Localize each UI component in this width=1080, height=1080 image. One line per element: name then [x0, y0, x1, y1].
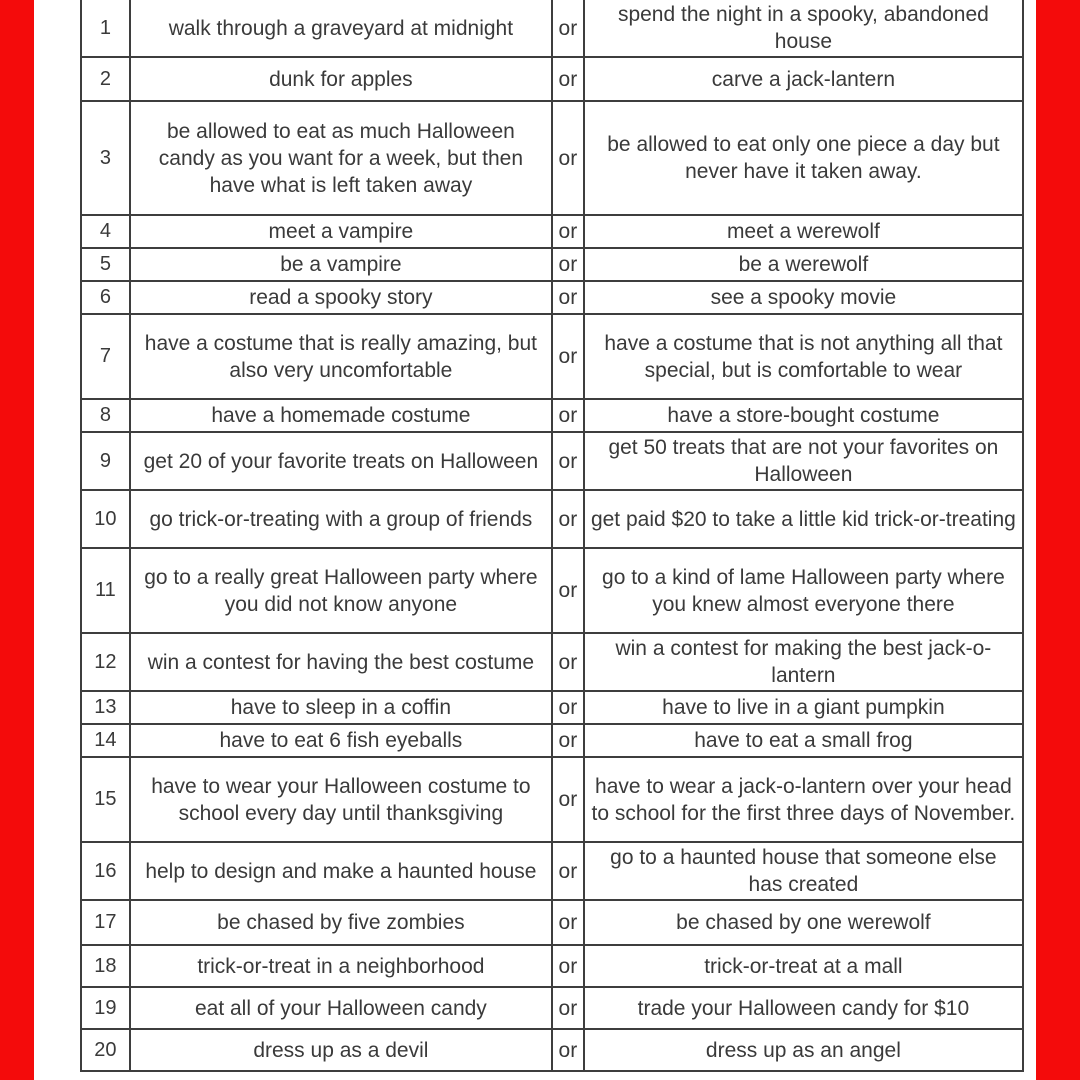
- option-right: have to wear a jack-o-lantern over your head to school for the first three days of November.: [584, 757, 1023, 842]
- option-right: meet a werewolf: [584, 215, 1023, 248]
- or-label: or: [552, 101, 584, 215]
- option-left: have a homemade costume: [130, 399, 552, 432]
- row-number: 3: [81, 101, 130, 215]
- row-number: 11: [81, 548, 130, 633]
- table-row: [81, 842, 1023, 900]
- row-number: 16: [81, 842, 130, 900]
- option-left: have a costume that is really amazing, but also very uncomfortable: [130, 314, 552, 399]
- or-label: or: [552, 548, 584, 633]
- row-number: 10: [81, 490, 130, 548]
- option-left: be a vampire: [130, 248, 552, 281]
- option-right: be a werewolf: [584, 248, 1023, 281]
- option-left: go trick-or-treating with a group of friends: [130, 490, 552, 548]
- row-number: 8: [81, 399, 130, 432]
- row-number: 2: [81, 57, 130, 101]
- table-row: [81, 248, 1023, 281]
- or-label: or: [552, 399, 584, 432]
- option-left: have to sleep in a coffin: [130, 691, 552, 724]
- or-label: or: [552, 1029, 584, 1071]
- option-right: see a spooky movie: [584, 281, 1023, 314]
- table-row: [81, 945, 1023, 987]
- option-left: be chased by five zombies: [130, 900, 552, 945]
- table-row: [81, 987, 1023, 1029]
- option-left: dunk for apples: [130, 57, 552, 101]
- or-label: or: [552, 490, 584, 548]
- or-label: or: [552, 57, 584, 101]
- or-label: or: [552, 314, 584, 399]
- table-row: [81, 691, 1023, 724]
- option-left: have to wear your Halloween costume to school every day until thanksgiving: [130, 757, 552, 842]
- table-row: [81, 314, 1023, 399]
- table-row: [81, 215, 1023, 248]
- row-number: 7: [81, 314, 130, 399]
- or-label: or: [552, 215, 584, 248]
- or-label: or: [552, 987, 584, 1029]
- table-row: [81, 432, 1023, 490]
- row-number: 4: [81, 215, 130, 248]
- row-number: 1: [81, 0, 130, 57]
- or-label: or: [552, 248, 584, 281]
- option-right: get paid $20 to take a little kid trick-or-treating: [584, 490, 1023, 548]
- or-label: or: [552, 633, 584, 691]
- table-row: [81, 900, 1023, 945]
- option-left: eat all of your Halloween candy: [130, 987, 552, 1029]
- option-right: have to eat a small frog: [584, 724, 1023, 757]
- option-right: have to live in a giant pumpkin: [584, 691, 1023, 724]
- option-right: dress up as an angel: [584, 1029, 1023, 1071]
- or-label: or: [552, 945, 584, 987]
- option-left: go to a really great Halloween party where you did not know anyone: [130, 548, 552, 633]
- or-label: or: [552, 281, 584, 314]
- option-left: meet a vampire: [130, 215, 552, 248]
- row-number: 12: [81, 633, 130, 691]
- or-label: or: [552, 757, 584, 842]
- table-row: [81, 490, 1023, 548]
- option-right: trade your Halloween candy for $10: [584, 987, 1023, 1029]
- option-right: be allowed to eat only one piece a day but never have it taken away.: [584, 101, 1023, 215]
- table-row: [81, 281, 1023, 314]
- row-number: 15: [81, 757, 130, 842]
- row-number: 17: [81, 900, 130, 945]
- option-left: help to design and make a haunted house: [130, 842, 552, 900]
- row-number: 14: [81, 724, 130, 757]
- option-right: trick-or-treat at a mall: [584, 945, 1023, 987]
- row-number: 6: [81, 281, 130, 314]
- option-right: win a contest for making the best jack-o-lantern: [584, 633, 1023, 691]
- table-row: [81, 57, 1023, 101]
- option-left: get 20 of your favorite treats on Halloween: [130, 432, 552, 490]
- table-row: [81, 0, 1023, 57]
- table-row: [81, 548, 1023, 633]
- would-you-rather-table: [80, 0, 1024, 1072]
- option-left: win a contest for having the best costume: [130, 633, 552, 691]
- table-row: [81, 399, 1023, 432]
- table-row: [81, 724, 1023, 757]
- option-left: be allowed to eat as much Halloween candy as you want for a week, but then have what is left taken away: [130, 101, 552, 215]
- or-label: or: [552, 432, 584, 490]
- option-right: get 50 treats that are not your favorites on Halloween: [584, 432, 1023, 490]
- option-right: carve a jack-lantern: [584, 57, 1023, 101]
- option-left: read a spooky story: [130, 281, 552, 314]
- table-row: [81, 757, 1023, 842]
- row-number: 13: [81, 691, 130, 724]
- row-number: 18: [81, 945, 130, 987]
- option-right: go to a kind of lame Halloween party where you knew almost everyone there: [584, 548, 1023, 633]
- row-number: 20: [81, 1029, 130, 1071]
- option-right: spend the night in a spooky, abandoned house: [584, 0, 1023, 57]
- option-left: trick-or-treat in a neighborhood: [130, 945, 552, 987]
- option-left: have to eat 6 fish eyeballs: [130, 724, 552, 757]
- or-label: or: [552, 0, 584, 57]
- option-right: have a store-bought costume: [584, 399, 1023, 432]
- or-label: or: [552, 842, 584, 900]
- row-number: 9: [81, 432, 130, 490]
- table-row: [81, 101, 1023, 215]
- table-row: [81, 1029, 1023, 1071]
- or-label: or: [552, 691, 584, 724]
- worksheet-page: [34, 0, 1036, 1080]
- option-right: be chased by one werewolf: [584, 900, 1023, 945]
- or-label: or: [552, 724, 584, 757]
- row-number: 19: [81, 987, 130, 1029]
- option-left: dress up as a devil: [130, 1029, 552, 1071]
- option-right: go to a haunted house that someone else has created: [584, 842, 1023, 900]
- option-right: have a costume that is not anything all that special, but is comfortable to wear: [584, 314, 1023, 399]
- table-row: [81, 633, 1023, 691]
- or-label: or: [552, 900, 584, 945]
- row-number: 5: [81, 248, 130, 281]
- option-left: walk through a graveyard at midnight: [130, 0, 552, 57]
